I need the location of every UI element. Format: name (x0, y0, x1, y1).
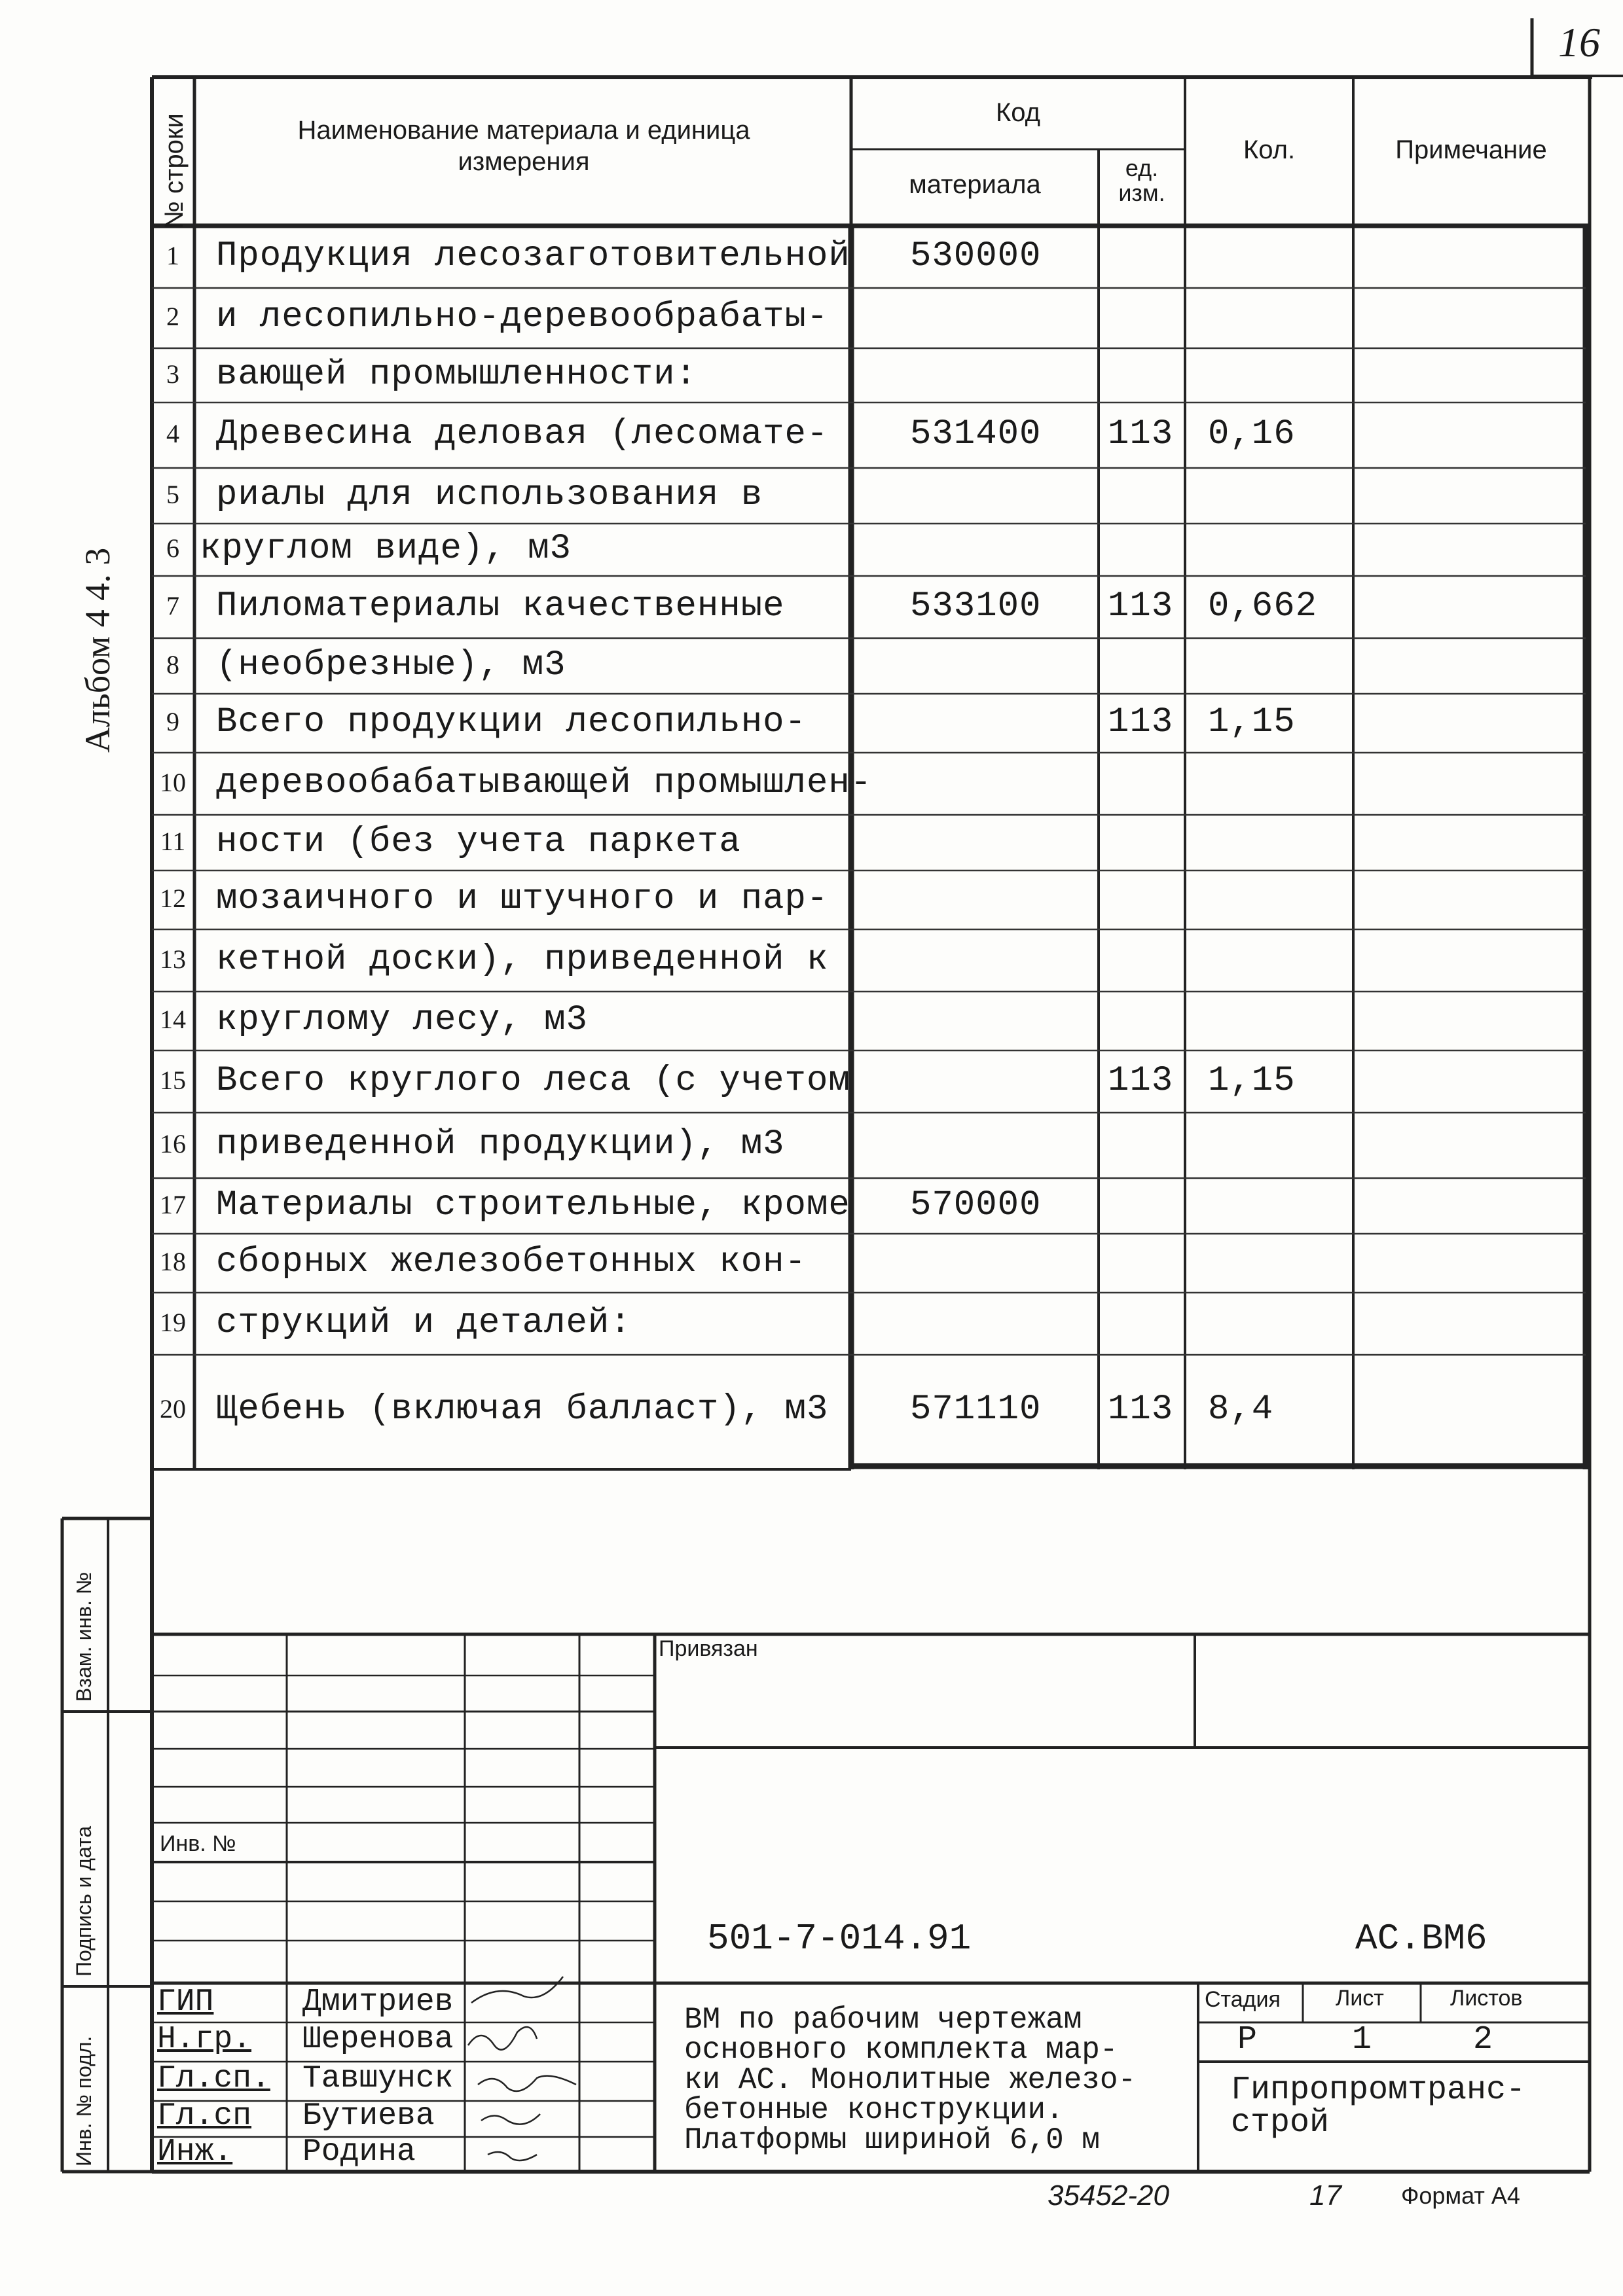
row-qty: 8,4 (1208, 1390, 1274, 1429)
row-unit-code: 113 (1108, 1060, 1174, 1101)
row-name: Всего продукции лесопильно- (216, 702, 807, 742)
row-unit-code: 113 (1108, 1390, 1174, 1429)
header-qty: Кол. (1243, 135, 1296, 164)
page-number: 16 (1558, 19, 1600, 65)
row-name: сборных железобетонных кон- (216, 1242, 807, 1282)
privyazan-label: Привязан (659, 1636, 758, 1661)
header-code: Код (995, 98, 1040, 127)
stage-value: Р (1237, 2021, 1258, 2058)
role-label: Инж. (157, 2134, 233, 2170)
row-material-code: 533100 (910, 586, 1042, 626)
role-person-name: Шеренова (302, 2022, 454, 2057)
row-number: 7 (166, 590, 179, 620)
row-number: 2 (166, 302, 179, 331)
row-name: ности (без учета паркета (216, 821, 741, 862)
row-number: 10 (160, 767, 186, 797)
row-name: Щебень (включая балласт), м3 (216, 1390, 829, 1429)
row-number: 15 (160, 1065, 186, 1095)
role-person-name: Родина (302, 2134, 416, 2170)
header-code-unit: ед. изм. (1118, 154, 1165, 206)
row-number: 16 (160, 1129, 186, 1158)
row-unit-code: 113 (1108, 414, 1174, 454)
row-name: Всего круглого леса (с учетом (216, 1060, 850, 1101)
row-number: 17 (160, 1189, 186, 1219)
vzam-label: Взам. инв. № (72, 1571, 96, 1702)
row-name: и лесопильно-деревообрабаты- (216, 297, 829, 337)
description-line: ВМ по рабочим чертежам (684, 2003, 1082, 2037)
role-label: Гл.сп (157, 2098, 252, 2134)
inv-podl-label: Инв. № подл. (72, 2036, 96, 2166)
row-name: вающей промышленности: (216, 354, 697, 395)
role-person-name: Дмитриев (302, 1984, 454, 2020)
row-number: 13 (160, 944, 186, 974)
row-name: риалы для использования в (216, 475, 763, 515)
row-material-code: 571110 (910, 1390, 1042, 1429)
role-person-name: Тавшунск (302, 2061, 454, 2096)
description-line: ки АС. Монолитные железо- (684, 2063, 1137, 2097)
row-qty: 1,15 (1208, 702, 1296, 742)
row-name: круглому лесу, м3 (216, 1000, 588, 1040)
description-line: Платформы шириной 6,0 м (684, 2123, 1100, 2157)
sheet-label: Лист (1336, 1986, 1384, 2011)
row-material-code: 570000 (910, 1185, 1042, 1225)
row-material-code: 531400 (910, 414, 1042, 454)
row-number: 18 (160, 1247, 186, 1276)
doc-mark: АС.ВМ6 (1355, 1918, 1487, 1960)
row-number: 1 (166, 240, 179, 270)
row-number: 14 (160, 1005, 186, 1034)
row-name: струкций и деталей: (216, 1302, 632, 1343)
role-person-name: Бутиева (302, 2098, 435, 2134)
row-qty: 0,16 (1208, 414, 1296, 454)
row-number: 6 (166, 533, 179, 563)
row-number: 4 (166, 419, 179, 448)
role-label: Гл.сп. (157, 2061, 270, 2096)
bottom-stamp: 35452-20 (1048, 2179, 1169, 2212)
row-material-code: 530000 (910, 236, 1042, 276)
row-qty: 1,15 (1208, 1060, 1296, 1101)
row-unit-code: 113 (1108, 702, 1174, 742)
row-name: круглом виде), м3 (200, 529, 572, 569)
row-number: 11 (160, 826, 186, 856)
inv-no-label: Инв. № (160, 1831, 236, 1856)
format-label: Формат А4 (1401, 2182, 1520, 2209)
row-number: 12 (160, 884, 186, 913)
sheets-label: Листов (1450, 1986, 1523, 2011)
sheet-value: 1 (1352, 2021, 1372, 2058)
role-label: ГИП (157, 1984, 214, 2020)
row-name: кетной доски), приведенной к (216, 939, 829, 980)
row-name: Пиломатериалы качественные (216, 586, 785, 626)
row-number: 5 (166, 479, 179, 509)
album-label: Альбом 4 4. 3 (78, 547, 117, 753)
row-name: мозаичного и штучного и пар- (216, 879, 829, 919)
row-name: деревообабатывающей промышлен- (216, 762, 873, 803)
header-code-material: материала (909, 170, 1041, 199)
row-name: (необрезные), м3 (216, 645, 566, 685)
row-number: 20 (160, 1394, 186, 1424)
header-row-no: № строки (160, 113, 189, 229)
bottom-num: 17 (1309, 2179, 1341, 2212)
row-name: Древесина деловая (лесомате- (216, 414, 829, 454)
org-line-2: строй (1231, 2104, 1330, 2142)
header-name: Наименование материала и единица измерения (297, 116, 750, 176)
podpis-label: Подпись и дата (72, 1825, 96, 1977)
row-unit-code: 113 (1108, 586, 1174, 626)
sheets-value: 2 (1473, 2021, 1493, 2058)
row-number: 9 (166, 707, 179, 736)
row-number: 19 (160, 1307, 186, 1337)
row-name: Продукция лесозаготовительной (216, 236, 850, 276)
header-note: Примечание (1395, 135, 1547, 164)
row-name: Материалы строительные, кроме (216, 1185, 850, 1225)
row-qty: 0,662 (1208, 586, 1318, 626)
doc-code: 501-7-014.91 (707, 1918, 972, 1960)
description-line: основного комплекта мар- (684, 2033, 1118, 2067)
stage-label: Стадия (1205, 1987, 1281, 2012)
row-number: 8 (166, 649, 179, 679)
description-line: бетонные конструкции. (684, 2093, 1064, 2127)
role-label: Н.гр. (157, 2022, 252, 2057)
row-number: 3 (166, 359, 179, 389)
org-line-1: Гипропромтранс- (1231, 2072, 1526, 2109)
row-name: приведенной продукции), м3 (216, 1124, 785, 1164)
